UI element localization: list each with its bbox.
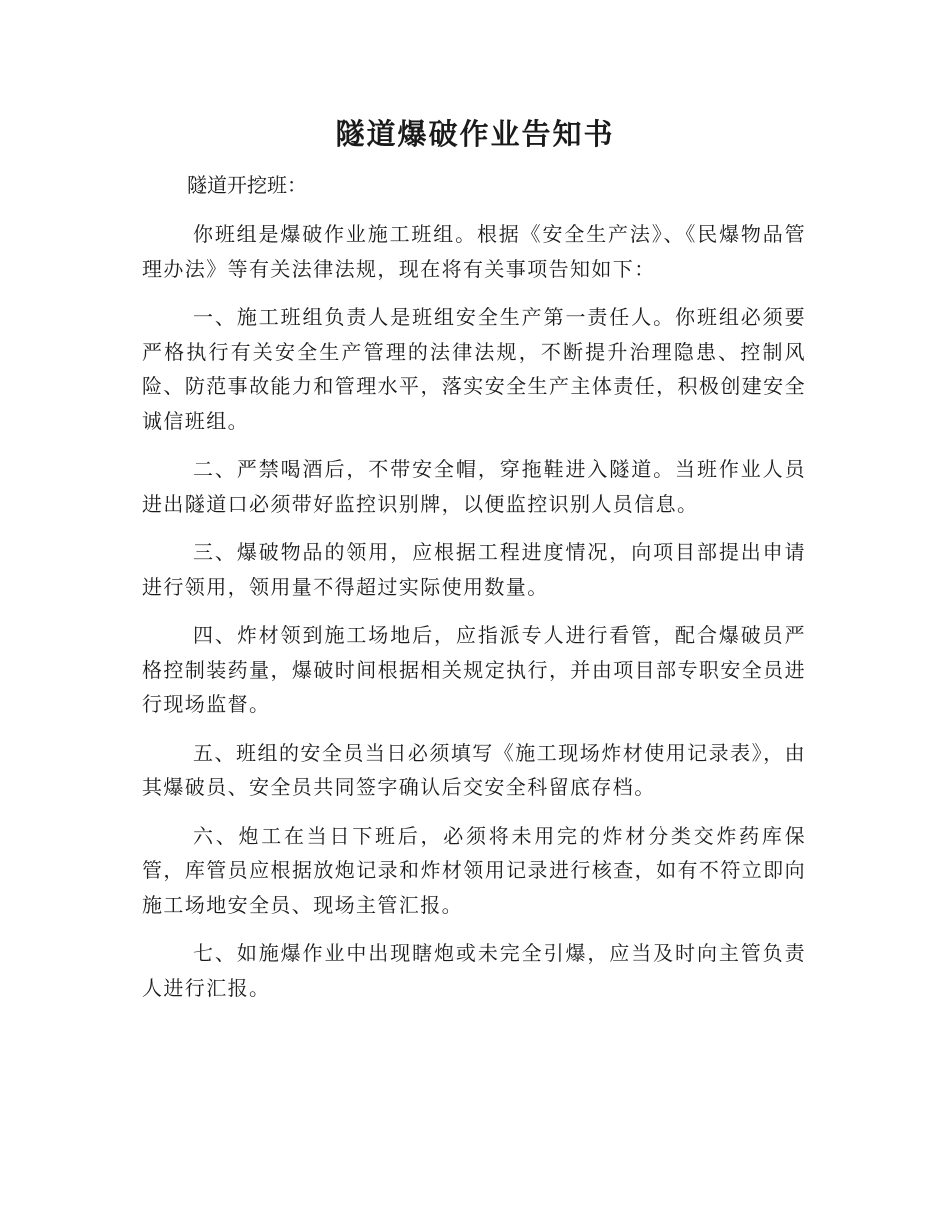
document-body bbox=[142, 217, 806, 1019]
clause-5-paragraph: 五、班组的安全员当日必须填写《施工现场炸材使用记录表》，由其爆破员、安全员共同签字确认后交安全科留底存档。 bbox=[142, 740, 806, 799]
clause-4-paragraph: 四、炸材领到施工场地后，应指派专人进行看管，配合爆破员严格控制装药量，爆破时间根据相关规定执行，并由项目部专职安全员进行现场监督。 bbox=[142, 623, 806, 716]
clause-6-paragraph: 六、炮工在当日下班后，必须将未用完的炸材分类交炸药库保管，库管员应根据放炮记录和炸材领用记录进行核查，如有不符立即向施工场地安全员、现场主管汇报。 bbox=[142, 823, 806, 917]
document-title: 隧道爆破作业告知书 bbox=[335, 117, 615, 151]
intro-paragraph: 你班组是爆破作业施工班组。根据《安全生产法》、《民爆物品管理办法》等有关法律法规，现在将有关事项告知如下： bbox=[142, 222, 806, 281]
clause-7-paragraph: 七、如施爆作业中出现瞎炮或未完全引爆，应当及时向主管负责人进行汇报。 bbox=[142, 941, 806, 1000]
clause-1-paragraph: 一、施工班组负责人是班组安全生产第一责任人。你班组必须要严格执行有关安全生产管理的法律法规，不断提升治理隐患、控制风险、防范事故能力和管理水平，落实安全生产主体责任，积极创建安全诚信班组。 bbox=[142, 305, 806, 433]
salutation: 隧道开挖班： bbox=[187, 173, 307, 197]
clause-3-paragraph: 三、爆破物品的领用，应根据工程进度情况，向项目部提出申请进行领用，领用量不得超过实际使用数量。 bbox=[142, 540, 806, 599]
clause-2-paragraph: 二、严禁喝酒后，不带安全帽，穿拖鞋进入隧道。当班作业人员进出隧道口必须带好监控识别牌，以便监控识别人员信息。 bbox=[142, 457, 806, 516]
